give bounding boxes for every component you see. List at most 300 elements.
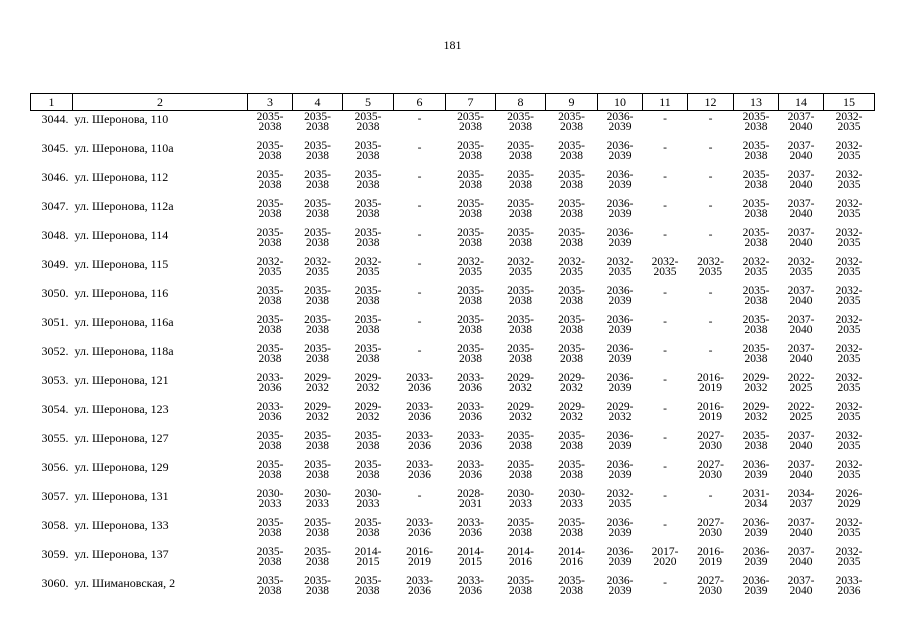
dash-value: - (663, 171, 667, 183)
period-value: 2032- 2035 (787, 256, 815, 278)
period-value: 2036- 2039 (606, 546, 634, 568)
dash-value: - (708, 142, 713, 154)
period-value: 2029- 2032 (606, 401, 634, 423)
period-value: 2035- 2038 (558, 430, 585, 452)
period-value: 2036- 2039 (606, 111, 634, 133)
row-number: 3059. (41, 547, 69, 561)
period-value: 2035- 2038 (256, 459, 284, 481)
period-cell (598, 517, 643, 546)
period-value: 2035- 2038 (558, 314, 585, 336)
table-row (31, 140, 875, 169)
period-cell (293, 575, 343, 604)
period-cell (824, 227, 875, 256)
period-cell (779, 517, 824, 546)
period-cell (643, 343, 688, 372)
period-cell (446, 372, 496, 401)
row-number: 3047. (41, 199, 69, 213)
period-cell (496, 111, 546, 141)
period-value: 2032- 2035 (651, 256, 679, 278)
table-row (31, 285, 875, 314)
period-cell (734, 285, 779, 314)
period-cell (293, 227, 343, 256)
period-cell (643, 401, 688, 430)
period-cell (446, 198, 496, 227)
period-cell (824, 314, 875, 343)
period-cell (734, 459, 779, 488)
period-value: 2036- 2039 (606, 169, 634, 191)
address-cell: ул. Шеронова, 110 (74, 112, 169, 126)
period-value: 2014- 2015 (354, 546, 382, 568)
period-cell (598, 488, 643, 517)
address-cell: ул. Шеронова, 116 (74, 286, 169, 300)
period-cell (248, 459, 293, 488)
period-value: 2037- 2040 (787, 430, 815, 452)
period-value: 2037- 2040 (787, 198, 815, 220)
dash-value: - (663, 287, 667, 299)
period-value: 2029- 2032 (558, 372, 585, 394)
period-cell (394, 488, 446, 517)
period-value: 2014- 2015 (457, 546, 484, 568)
period-cell (643, 575, 688, 604)
address-cell: ул. Шимановская, 2 (74, 576, 176, 590)
address-cell: ул. Шеронова, 116а (74, 315, 174, 329)
period-value: 2032- 2035 (835, 314, 863, 336)
period-cell (446, 575, 496, 604)
period-cell (343, 227, 394, 256)
table-row (31, 343, 875, 372)
period-value: 2034- 2037 (787, 488, 815, 510)
dash-value: - (663, 229, 667, 241)
period-value: 2035- 2038 (354, 343, 382, 365)
period-cell (546, 459, 598, 488)
period-cell (734, 575, 779, 604)
period-cell (446, 256, 496, 285)
dash-value: - (417, 258, 422, 270)
period-value: 2033- 2036 (457, 575, 484, 597)
period-cell (446, 430, 496, 459)
period-value: 2037- 2040 (787, 575, 815, 597)
period-cell (546, 546, 598, 575)
period-cell (446, 459, 496, 488)
period-cell (598, 169, 643, 198)
period-value: 2035- 2038 (457, 314, 484, 336)
period-cell (598, 256, 643, 285)
period-value: 2032- 2035 (742, 256, 770, 278)
period-value: 2037- 2040 (787, 459, 815, 481)
period-cell (779, 459, 824, 488)
period-value: 2029- 2032 (742, 372, 770, 394)
period-cell (343, 140, 394, 169)
dash-value: - (708, 113, 713, 125)
period-cell (688, 430, 734, 459)
period-cell (688, 488, 734, 517)
period-value: 2029- 2032 (507, 372, 534, 394)
period-value: 2035- 2038 (354, 430, 382, 452)
period-cell (248, 256, 293, 285)
period-cell (496, 488, 546, 517)
period-value: 2035- 2038 (507, 459, 534, 481)
period-value: 2036- 2039 (606, 314, 634, 336)
period-cell (343, 488, 394, 517)
period-cell (546, 517, 598, 546)
period-cell (734, 111, 779, 141)
period-cell (446, 227, 496, 256)
period-value: 2030- 2033 (354, 488, 382, 510)
table-row (31, 169, 875, 198)
column-header: 13 (734, 94, 779, 111)
period-value: 2036- 2039 (742, 459, 770, 481)
period-value: 2032- 2035 (457, 256, 484, 278)
table-row (31, 546, 875, 575)
period-value: 2035- 2038 (354, 169, 382, 191)
dash-value: - (417, 287, 422, 299)
period-cell (779, 372, 824, 401)
dash-value: - (417, 316, 422, 328)
period-value: 2035- 2038 (742, 314, 770, 336)
dash-value: - (663, 345, 667, 357)
period-cell (546, 227, 598, 256)
header-row (31, 94, 875, 111)
dash-value: - (663, 316, 667, 328)
period-cell (248, 140, 293, 169)
period-cell (688, 314, 734, 343)
period-value: 2032- 2035 (354, 256, 382, 278)
period-value: 2037- 2040 (787, 314, 815, 336)
period-cell (496, 401, 546, 430)
address-cell: ул. Шеронова, 114 (74, 228, 169, 242)
period-cell (293, 198, 343, 227)
address-cell: ул. Шеронова, 129 (74, 460, 169, 474)
period-value: 2035- 2038 (304, 575, 331, 597)
period-cell (824, 517, 875, 546)
period-cell (394, 140, 446, 169)
period-value: 2029- 2032 (354, 401, 382, 423)
address-cell: ул. Шеронова, 118а (74, 344, 174, 358)
period-cell (779, 227, 824, 256)
period-cell (546, 169, 598, 198)
period-value: 2030- 2033 (304, 488, 331, 510)
period-cell (779, 140, 824, 169)
period-cell (343, 430, 394, 459)
period-value: 2036- 2039 (606, 140, 634, 162)
period-value: 2035- 2038 (457, 169, 484, 191)
column-header: 4 (293, 94, 343, 111)
period-cell (779, 169, 824, 198)
period-cell (598, 430, 643, 459)
period-value: 2035- 2038 (304, 314, 331, 336)
period-cell (824, 285, 875, 314)
period-cell (643, 256, 688, 285)
period-value: 2035- 2038 (354, 459, 382, 481)
period-cell (643, 227, 688, 256)
period-cell (248, 546, 293, 575)
period-cell (643, 546, 688, 575)
period-value: 2028- 2031 (457, 488, 484, 510)
period-value: 2037- 2040 (787, 343, 815, 365)
period-cell (496, 227, 546, 256)
period-value: 2035- 2038 (256, 314, 284, 336)
period-cell (248, 401, 293, 430)
table-row (31, 401, 875, 430)
period-value: 2032- 2035 (835, 401, 863, 423)
period-cell (546, 430, 598, 459)
period-value: 2032- 2035 (835, 227, 863, 249)
period-cell (598, 401, 643, 430)
period-value: 2035- 2038 (507, 285, 534, 307)
period-cell (779, 430, 824, 459)
period-value: 2029- 2032 (507, 401, 534, 423)
period-cell (248, 372, 293, 401)
address-cell: ул. Шеронова, 127 (74, 431, 169, 445)
period-cell (688, 285, 734, 314)
period-value: 2032- 2035 (304, 256, 331, 278)
period-cell (598, 198, 643, 227)
dash-value: - (417, 113, 422, 125)
period-value: 2035- 2038 (742, 111, 770, 133)
period-value: 2035- 2038 (507, 111, 534, 133)
period-value: 2035- 2038 (457, 111, 484, 133)
period-value: 2037- 2040 (787, 517, 815, 539)
period-value: 2027- 2030 (697, 459, 724, 481)
period-cell (496, 169, 546, 198)
period-cell (546, 285, 598, 314)
period-cell (446, 343, 496, 372)
period-cell (824, 198, 875, 227)
period-cell (293, 256, 343, 285)
address-cell: ул. Шеронова, 121 (74, 373, 169, 387)
table-row (31, 314, 875, 343)
period-value: 2035- 2038 (304, 517, 331, 539)
period-cell (734, 140, 779, 169)
period-cell (734, 227, 779, 256)
period-value: 2037- 2040 (787, 140, 815, 162)
period-cell (643, 285, 688, 314)
period-cell (779, 111, 824, 141)
period-value: 2035- 2038 (256, 430, 284, 452)
period-cell (496, 546, 546, 575)
period-cell (546, 343, 598, 372)
period-cell (394, 372, 446, 401)
period-cell (343, 517, 394, 546)
period-cell (394, 111, 446, 141)
period-cell (446, 517, 496, 546)
period-value: 2035- 2038 (457, 198, 484, 220)
period-value: 2035- 2038 (742, 140, 770, 162)
period-cell (394, 198, 446, 227)
period-cell (446, 401, 496, 430)
period-cell (394, 227, 446, 256)
period-cell (546, 401, 598, 430)
period-cell (688, 140, 734, 169)
period-value: 2032- 2035 (507, 256, 534, 278)
period-value: 2016- 2019 (697, 372, 724, 394)
address-cell: ул. Шеронова, 112 (74, 170, 169, 184)
period-value: 2035- 2038 (354, 575, 382, 597)
period-cell (688, 343, 734, 372)
period-value: 2035- 2038 (354, 140, 382, 162)
period-cell (824, 401, 875, 430)
period-value: 2035- 2038 (354, 111, 382, 133)
period-value: 2035- 2038 (354, 227, 382, 249)
period-cell (343, 575, 394, 604)
period-cell (248, 111, 293, 141)
column-header: 2 (73, 94, 248, 111)
period-value: 2032- 2035 (835, 546, 863, 568)
period-cell (496, 430, 546, 459)
column-header: 11 (643, 94, 688, 111)
dash-value: - (663, 577, 667, 589)
period-value: 2032- 2035 (256, 256, 284, 278)
period-cell (688, 517, 734, 546)
period-cell (643, 314, 688, 343)
dash-value: - (708, 287, 713, 299)
period-value: 2016- 2019 (697, 401, 724, 423)
period-value: 2037- 2040 (787, 227, 815, 249)
period-value: 2036- 2039 (742, 517, 770, 539)
dash-value: - (417, 142, 422, 154)
column-header: 15 (824, 94, 875, 111)
period-cell (824, 546, 875, 575)
period-value: 2035- 2038 (256, 517, 284, 539)
address-cell: ул. Шеронова, 137 (74, 547, 169, 561)
period-value: 2035- 2038 (507, 575, 534, 597)
dash-value: - (663, 142, 667, 154)
period-value: 2035- 2038 (256, 198, 284, 220)
period-cell (343, 372, 394, 401)
dash-value: - (708, 490, 713, 502)
period-value: 2033- 2036 (835, 575, 863, 597)
period-cell (598, 372, 643, 401)
period-cell (248, 285, 293, 314)
period-cell (496, 256, 546, 285)
period-value: 2035- 2038 (742, 227, 770, 249)
period-cell (734, 343, 779, 372)
period-value: 2035- 2038 (742, 430, 770, 452)
period-value: 2035- 2038 (354, 198, 382, 220)
dash-value: - (708, 171, 713, 183)
period-cell (643, 140, 688, 169)
period-value: 2032- 2035 (606, 488, 634, 510)
period-cell (734, 256, 779, 285)
address-cell: ул. Шеронова, 131 (74, 489, 169, 503)
period-value: 2035- 2038 (507, 314, 534, 336)
period-cell (779, 343, 824, 372)
period-value: 2030- 2033 (507, 488, 534, 510)
period-cell (734, 517, 779, 546)
period-value: 2032- 2035 (697, 256, 724, 278)
period-cell (496, 198, 546, 227)
period-cell (343, 111, 394, 141)
period-cell (546, 256, 598, 285)
period-cell (598, 111, 643, 141)
period-cell (779, 198, 824, 227)
period-cell (496, 343, 546, 372)
row-number: 3052. (41, 344, 69, 358)
period-cell (824, 430, 875, 459)
period-value: 2035- 2038 (304, 343, 331, 365)
period-cell (734, 401, 779, 430)
period-value: 2017- 2020 (651, 546, 679, 568)
period-cell (546, 140, 598, 169)
period-cell (343, 169, 394, 198)
period-cell (394, 256, 446, 285)
dash-value: - (417, 171, 422, 183)
period-cell (248, 430, 293, 459)
row-number: 3051. (41, 315, 69, 329)
period-cell (643, 459, 688, 488)
period-cell (248, 198, 293, 227)
period-cell (598, 459, 643, 488)
period-cell (496, 285, 546, 314)
column-header: 9 (546, 94, 598, 111)
period-cell (734, 488, 779, 517)
period-value: 2033- 2036 (406, 517, 433, 539)
period-cell (824, 459, 875, 488)
period-value: 2022- 2025 (787, 372, 815, 394)
period-cell (688, 198, 734, 227)
period-value: 2033- 2036 (406, 575, 433, 597)
period-cell (779, 314, 824, 343)
period-value: 2036- 2039 (606, 343, 634, 365)
period-cell (688, 111, 734, 141)
period-cell (598, 343, 643, 372)
period-value: 2029- 2032 (558, 401, 585, 423)
row-number: 3048. (41, 228, 69, 242)
period-value: 2029- 2032 (742, 401, 770, 423)
period-value: 2029- 2032 (354, 372, 382, 394)
period-cell (546, 488, 598, 517)
period-cell (598, 575, 643, 604)
period-cell (293, 343, 343, 372)
period-value: 2037- 2040 (787, 285, 815, 307)
period-cell (343, 546, 394, 575)
row-number: 3046. (41, 170, 69, 184)
period-cell (688, 169, 734, 198)
column-header: 7 (446, 94, 496, 111)
period-cell (546, 198, 598, 227)
period-value: 2035- 2038 (256, 546, 284, 568)
row-number: 3057. (41, 489, 69, 503)
period-cell (496, 575, 546, 604)
period-value: 2035- 2038 (558, 459, 585, 481)
period-value: 2032- 2035 (835, 169, 863, 191)
period-cell (446, 488, 496, 517)
period-value: 2035- 2038 (256, 285, 284, 307)
period-value: 2027- 2030 (697, 575, 724, 597)
period-cell (734, 314, 779, 343)
period-cell (293, 140, 343, 169)
row-number: 3050. (41, 286, 69, 300)
column-header: 8 (496, 94, 546, 111)
period-value: 2035- 2038 (507, 227, 534, 249)
dash-value: - (663, 490, 667, 502)
period-value: 2035- 2038 (507, 343, 534, 365)
period-value: 2033- 2036 (457, 372, 484, 394)
period-cell (394, 459, 446, 488)
dash-value: - (663, 200, 667, 212)
period-value: 2032- 2035 (835, 517, 863, 539)
period-cell (824, 169, 875, 198)
period-value: 2036- 2039 (606, 430, 634, 452)
period-cell (343, 401, 394, 430)
period-cell (293, 285, 343, 314)
period-value: 2035- 2038 (457, 285, 484, 307)
period-cell (293, 314, 343, 343)
period-value: 2035- 2038 (304, 198, 331, 220)
period-value: 2029- 2032 (304, 401, 331, 423)
period-cell (824, 111, 875, 141)
period-value: 2016- 2019 (406, 546, 433, 568)
